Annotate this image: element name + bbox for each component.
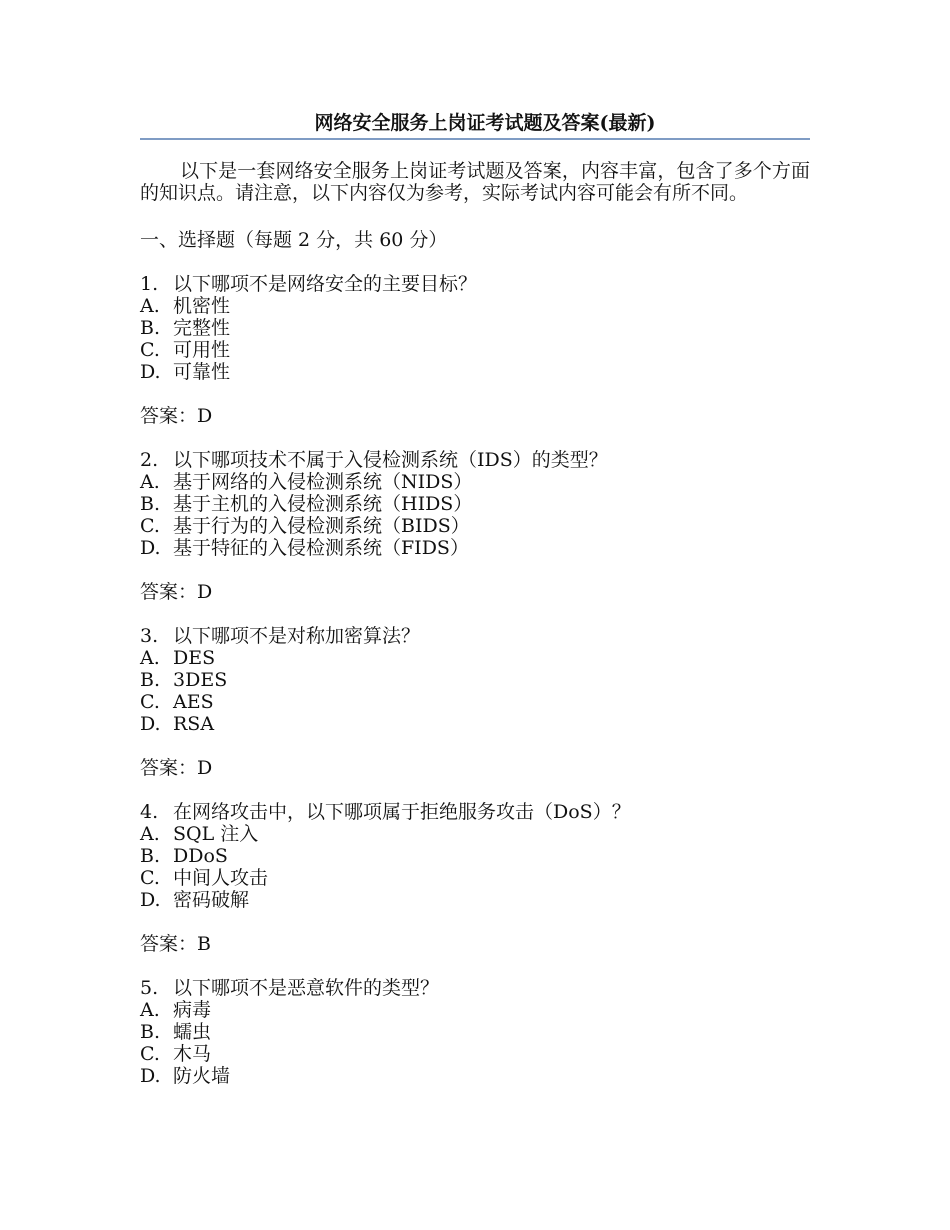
option-label: B.: [140, 317, 161, 339]
question-number: 5.: [140, 977, 159, 999]
option-text: 防火墙: [173, 1065, 231, 1087]
option-label: A.: [140, 823, 160, 845]
question-stem: 在网络攻击中，以下哪项属于拒绝服务攻击（DoS）？: [173, 801, 631, 823]
option-label: B.: [140, 1021, 161, 1043]
question-block: [140, 801, 810, 955]
option-item: [140, 361, 810, 383]
option-text: 蠕虫: [173, 1021, 212, 1043]
question-block: [140, 449, 810, 603]
option-text: 机密性: [173, 295, 231, 317]
option-item: [140, 1021, 810, 1043]
question-stem: 以下哪项不是对称加密算法？: [173, 625, 421, 647]
option-item: [140, 713, 810, 735]
option-text: AES: [173, 691, 214, 713]
answer-line: [140, 933, 810, 955]
option-item: [140, 295, 810, 317]
answer-line: [140, 405, 810, 427]
option-item: [140, 669, 810, 691]
question-text: [140, 625, 810, 647]
option-item: [140, 537, 810, 559]
option-label: D.: [140, 713, 161, 735]
option-label: C.: [140, 1043, 160, 1065]
option-text: RSA: [173, 713, 215, 735]
option-label: C.: [140, 339, 160, 361]
answer-prefix: 答案：: [140, 933, 198, 955]
question-text: [140, 801, 810, 823]
option-item: [140, 515, 810, 537]
option-text: DES: [173, 647, 216, 669]
answer-line: [140, 757, 810, 779]
question-text: [140, 273, 810, 295]
section-heading: 一、选择题（每题 2 分，共 60 分）: [140, 229, 448, 251]
option-text: 密码破解: [173, 889, 250, 911]
option-item: [140, 889, 810, 911]
option-text: 中间人攻击: [173, 867, 269, 889]
question-block: [140, 273, 810, 427]
question-number: 3.: [140, 625, 159, 647]
option-label: C.: [140, 515, 160, 537]
option-text: 病毒: [173, 999, 212, 1021]
option-item: [140, 691, 810, 713]
option-label: C.: [140, 867, 160, 889]
answer-value: B: [197, 933, 211, 955]
intro-paragraph: 以下是一套网络安全服务上岗证考试题及答案，内容丰富，包含了多个方面的知识点。请注意，以下内容仅为参考，实际考试内容可能会有所不同。: [140, 160, 810, 204]
option-text: 可靠性: [173, 361, 231, 383]
option-item: [140, 1065, 810, 1087]
option-label: A.: [140, 295, 160, 317]
option-label: D.: [140, 537, 161, 559]
option-label: A.: [140, 471, 160, 493]
question-number: 4.: [140, 801, 159, 823]
answer-value: D: [197, 581, 213, 603]
option-text: 基于特征的入侵检测系统（FIDS）: [173, 537, 469, 559]
option-item: [140, 845, 810, 867]
option-text: 基于网络的入侵检测系统（NIDS）: [173, 471, 473, 493]
option-text: SQL 注入: [173, 823, 259, 845]
option-text: 3DES: [173, 669, 228, 691]
option-text: 完整性: [173, 317, 231, 339]
question-number: 2.: [140, 449, 159, 471]
option-item: [140, 493, 810, 515]
question-text: [140, 977, 810, 999]
option-item: [140, 317, 810, 339]
option-label: A.: [140, 999, 160, 1021]
answer-value: D: [197, 405, 213, 427]
option-item: [140, 867, 810, 889]
answer-value: D: [197, 757, 213, 779]
question-text: [140, 449, 810, 471]
option-text: 可用性: [173, 339, 231, 361]
question-number: 1.: [140, 273, 159, 295]
question-block: [140, 977, 810, 1087]
question-stem: 以下哪项不是网络安全的主要目标？: [173, 273, 478, 295]
option-item: [140, 339, 810, 361]
document-page: [140, 110, 810, 1087]
answer-prefix: 答案：: [140, 581, 198, 603]
option-item: [140, 999, 810, 1021]
option-item: [140, 471, 810, 493]
option-item: [140, 1043, 810, 1065]
option-label: D.: [140, 889, 161, 911]
answer-line: [140, 581, 810, 603]
option-label: D.: [140, 361, 161, 383]
option-text: DDoS: [173, 845, 228, 867]
option-label: A.: [140, 647, 160, 669]
option-label: B.: [140, 493, 161, 515]
option-text: 基于主机的入侵检测系统（HIDS）: [173, 493, 473, 515]
option-text: 木马: [173, 1043, 212, 1065]
option-label: D.: [140, 1065, 161, 1087]
question-block: [140, 625, 810, 779]
option-label: C.: [140, 691, 160, 713]
title-underline: [140, 138, 810, 140]
option-label: B.: [140, 845, 161, 867]
question-stem: 以下哪项不是恶意软件的类型？: [173, 977, 440, 999]
question-stem: 以下哪项技术不属于入侵检测系统（IDS）的类型？: [173, 449, 608, 471]
option-text: 基于行为的入侵检测系统（BIDS）: [173, 515, 470, 537]
option-label: B.: [140, 669, 161, 691]
option-item: [140, 823, 810, 845]
document-title: 网络安全服务上岗证考试题及答案(最新): [314, 112, 656, 134]
option-item: [140, 647, 810, 669]
question-list: [140, 273, 810, 1087]
answer-prefix: 答案：: [140, 757, 198, 779]
answer-prefix: 答案：: [140, 405, 198, 427]
